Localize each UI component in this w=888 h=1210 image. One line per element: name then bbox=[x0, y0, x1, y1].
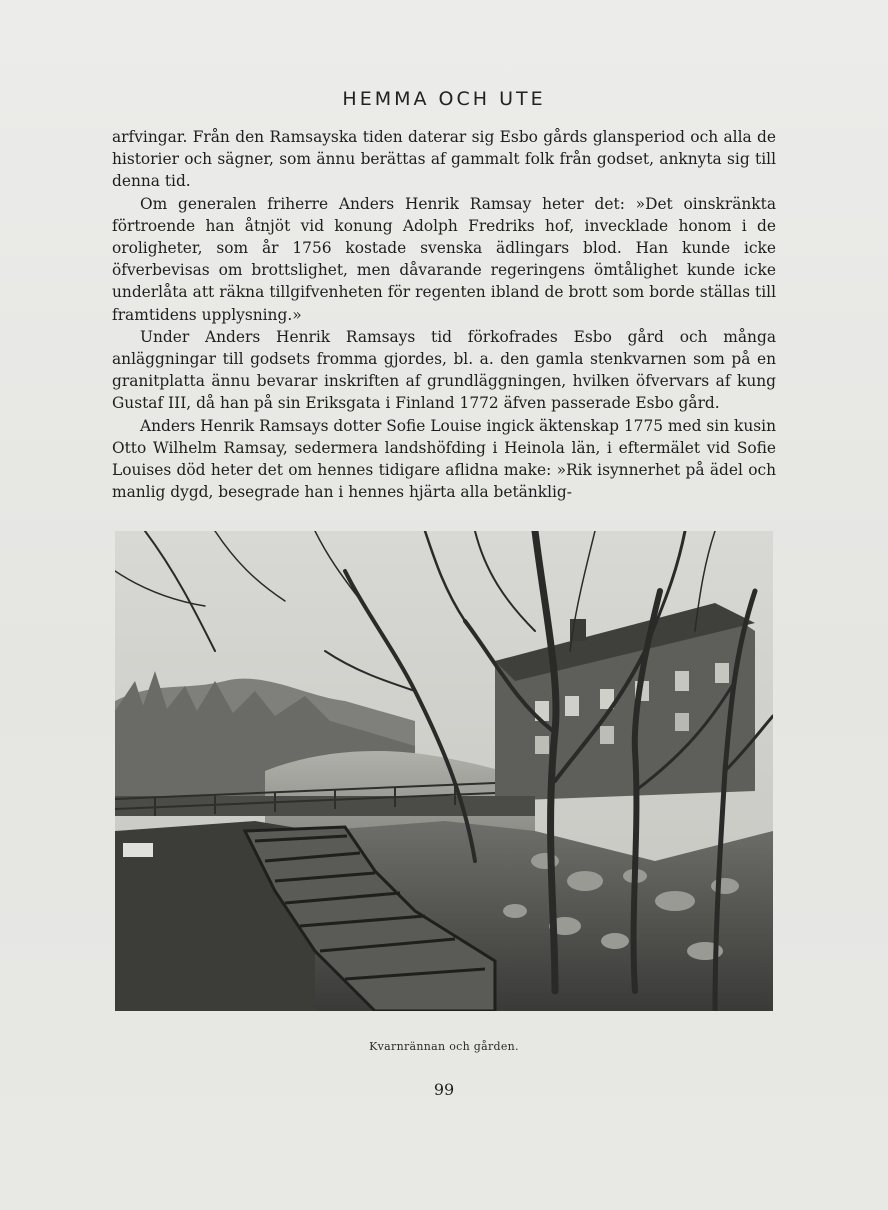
paragraph-2: Om generalen friherre Anders Henrik Ramsay heter det: »Det oinskränkta förtroende han åtnjöt vid konung Adolph Fredriks hof, invecklade honom i de oroligheter, som år 1756 kostade svenska ädlingars blod. Han kunde icke öfverbevisas om brottslighet, men dåvarande regeringens ömtålighet kunde icke underlåta att räkna tillgifvenheten för regenten ibland de brott som borde ställas till framtidens upplysning.» bbox=[112, 194, 776, 324]
photo-caption: Kvarnrännan och gården. bbox=[369, 1040, 519, 1053]
small-sign bbox=[123, 843, 153, 857]
running-head-title: HEMMA OCH UTE bbox=[342, 88, 546, 110]
paragraph-3: Under Anders Henrik Ramsays tid förkofrades Esbo gård och många anläggningar till godsets fromma gjordes, bl. a. den gamla stenkvarnen som på en granitplatta ännu bevarar inskriften af grundläggningen, hvilken öfvervars af kung Gustaf III, då han på sin Eriksgata i Finland 1772 äfven passerade Esbo gård. bbox=[112, 327, 776, 413]
page-number: 99 bbox=[433, 1080, 455, 1099]
body-text bbox=[112, 126, 776, 503]
photograph-mill-race-and-manor bbox=[115, 531, 773, 1011]
paragraph-4: Anders Henrik Ramsays dotter Sofie Louise ingick äktenskap 1775 med sin kusin Otto Wilhelm Ramsay, sedermera landshöfding i Heinola län, i eftermälet vid Sofie Louises död heter det om hennes tidigare aflidna make: »Rik isynnerhet på ädel och manlig dygd, besegrade han i hennes hjärta alla betänklig- bbox=[112, 416, 776, 502]
paragraph-1: arfvingar. Från den Ramsayska tiden daterar sig Esbo gårds glansperiod och alla de historier och sägner, som ännu berättas af gammalt folk från godset, anknyta sig till denna tid. bbox=[112, 128, 776, 191]
